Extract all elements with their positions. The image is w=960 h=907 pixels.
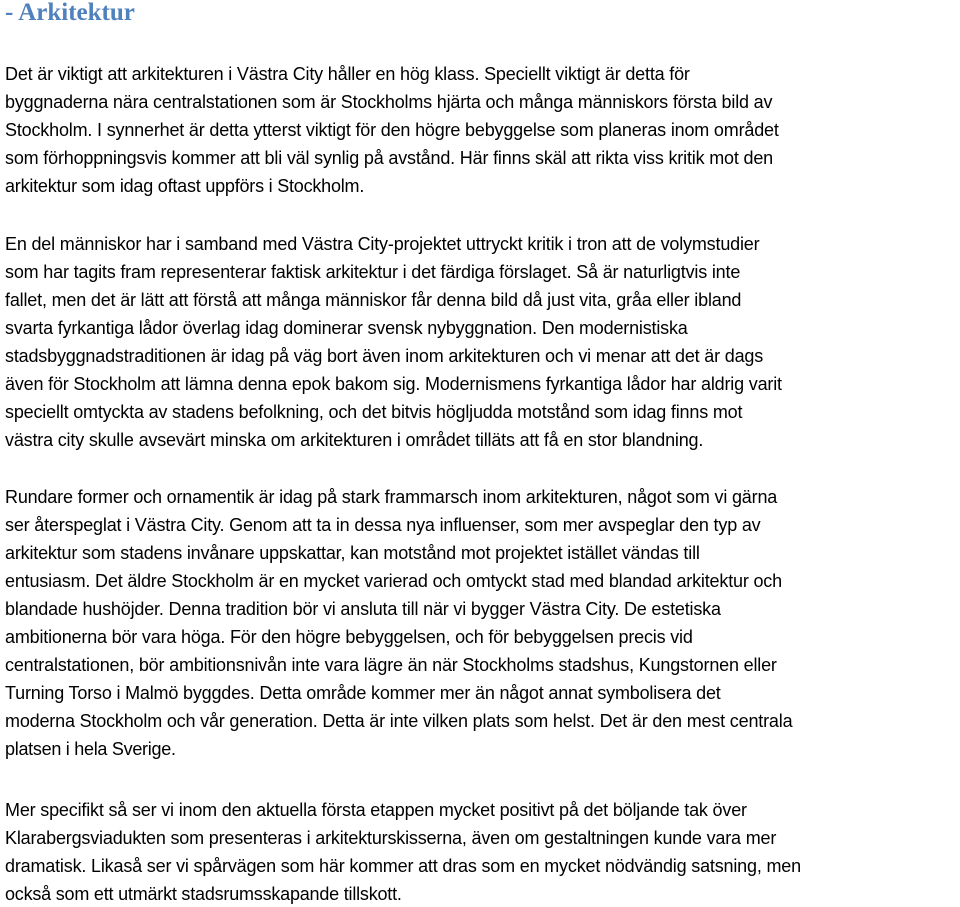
paragraph-line: blandade hushöjder. Denna tradition bör vi ansluta till när vi bygger Västra City. De estetiska <box>5 599 721 619</box>
paragraph-1 <box>5 60 960 200</box>
paragraph-line: moderna Stockholm och vår generation. Detta är inte vilken plats som helst. Det är den mest centrala <box>5 711 793 731</box>
paragraph-line: Mer specifikt så ser vi inom den aktuella första etappen mycket positivt på det böljande tak över <box>5 800 747 820</box>
paragraph-line: centralstationen, bör ambitionsnivån inte vara lägre än när Stockholms stadshus, Kungstornen eller <box>5 655 777 675</box>
paragraph-line: arkitektur som idag oftast uppförs i Stockholm. <box>5 176 365 196</box>
paragraph-3 <box>5 483 960 763</box>
paragraph-line: som har tagits fram representerar faktisk arkitektur i det färdiga förslaget. Så är naturligtvis inte <box>5 262 741 282</box>
paragraph-line: stadsbyggnadstraditionen är idag på väg bort även inom arkitekturen och vi menar att det är dags <box>5 346 764 366</box>
paragraph-4 <box>5 796 960 907</box>
paragraph-line: Rundare former och ornamentik är idag på stark frammarsch inom arkitekturen, något som vi gärna <box>5 487 778 507</box>
paragraph-line: västra city skulle avsevärt minska om arkitekturen i området tilläts att få en stor blandning. <box>5 430 704 450</box>
paragraph-line: Stockholm. I synnerhet är detta ytterst viktigt för den högre bebyggelse som planeras inom området <box>5 120 779 140</box>
paragraph-line: dramatisk. Likaså ser vi spårvägen som här kommer att dras som en mycket nödvändig satsning, men <box>5 856 801 876</box>
paragraph-line: som förhoppningsvis kommer att bli väl synlig på avstånd. Här finns skäl att rikta viss kritik mot den <box>5 148 774 168</box>
paragraph-line: svarta fyrkantiga lådor överlag idag dominerar svensk nybyggnation. Den modernistiska <box>5 318 688 338</box>
paragraph-line: platsen i hela Sverige. <box>5 739 176 759</box>
paragraph-line: ser återspeglat i Västra City. Genom att ta in dessa nya influenser, som mer avspeglar den typ av <box>5 515 761 535</box>
paragraph-line: även för Stockholm att lämna denna epok bakom sig. Modernismens fyrkantiga lådor har aldrig varit <box>5 374 782 394</box>
paragraph-line: Klarabergsviadukten som presenteras i arkitekturskisserna, även om gestaltningen kunde vara mer <box>5 828 777 848</box>
paragraph-line: fallet, men det är lätt att förstå att många människor får denna bild då just vita, gråa eller ibland <box>5 290 742 310</box>
paragraph-line: arkitektur som stadens invånare uppskattar, kan motstånd mot projektet istället vändas till <box>5 543 700 563</box>
paragraph-line: Det är viktigt att arkitekturen i Västra City håller en hög klass. Speciellt viktigt är detta för <box>5 64 690 84</box>
paragraph-line: En del människor har i samband med Västra City-projektet uttryckt kritik i tron att de volymstudier <box>5 234 760 254</box>
paragraph-line: speciellt omtyckta av stadens befolkning, och det bitvis högljudda motstånd som idag finns mot <box>5 402 743 422</box>
paragraph-line: Turning Torso i Malmö byggdes. Detta område kommer mer än något annat symbolisera det <box>5 683 721 703</box>
paragraph-line: också som ett utmärkt stadsrumsskapande tillskott. <box>5 884 402 904</box>
paragraph-2 <box>5 230 960 454</box>
section-heading: - Arkitektur <box>5 0 135 26</box>
paragraph-line: ambitionerna bör vara höga. För den högre bebyggelsen, och för bebyggelsen precis vid <box>5 627 693 647</box>
paragraph-line: entusiasm. Det äldre Stockholm är en mycket varierad och omtyckt stad med blandad arkitektur och <box>5 571 782 591</box>
paragraph-line: byggnaderna nära centralstationen som är Stockholms hjärta och många människors första bild av <box>5 92 773 112</box>
